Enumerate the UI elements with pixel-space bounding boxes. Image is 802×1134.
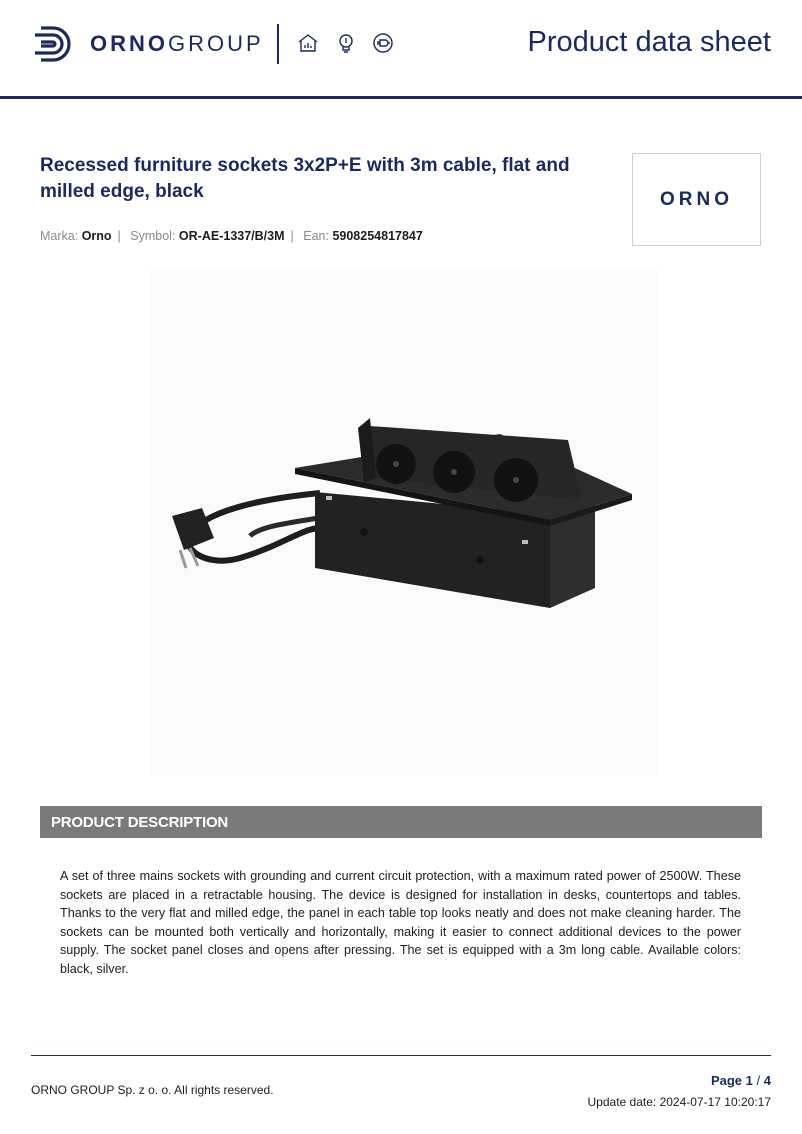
header-rule — [0, 96, 802, 99]
update-date: Update date: 2024-07-17 10:20:17 — [587, 1095, 771, 1109]
section-header-description — [40, 806, 762, 838]
product-title: Recessed furniture sockets 3x2P+E with 3m cable, flat and milled edge, black — [40, 155, 570, 202]
brand-name — [90, 31, 264, 57]
orno-logo-icon — [33, 24, 75, 64]
symbol-label: Symbol: — [130, 229, 176, 243]
product-image — [150, 268, 658, 776]
ean-value: 5908254817847 — [332, 229, 423, 243]
bulb-icon — [335, 32, 357, 54]
product-meta: Marka: Orno | Symbol: OR-AE-1337/B/3M | Ean: 5908254817847 — [40, 229, 423, 243]
doc-title: Product data sheet — [527, 26, 771, 58]
page-header — [0, 0, 802, 100]
brand-light: GROUP — [168, 31, 264, 56]
marka-label: Marka: — [40, 229, 79, 243]
brand-logo-box — [632, 153, 761, 246]
page-separator: / — [756, 1073, 761, 1088]
header-divider — [277, 24, 279, 64]
symbol-value: OR-AE-1337/B/3M — [178, 229, 285, 243]
ean-label: Ean: — [303, 229, 329, 243]
product-description: A set of three mains sockets with grounding and current circuit protection, with a maximum rated power of 2500W. These sockets are placed in a retractable housing. The device is designed for installation in desks, countertops and tables. Thanks to the very flat and milled edge, the panel in each table top looks neatly and does not make cleaning harder. The sockets can be mounted both vertically and horizontally, making it easier to connect additional devices to the power supply. The socket panel closes and opens after pressing. The set is equipped with a 3m long cable. Available colors: black, silver. — [60, 869, 741, 976]
copyright: ORNO GROUP Sp. z o. o. All rights reserved. — [31, 1083, 274, 1097]
brand-logo-text: ORNO — [660, 188, 733, 210]
brand-bold: ORNO — [90, 31, 168, 56]
footer-rule — [31, 1055, 771, 1056]
marka-value: Orno — [81, 229, 112, 243]
page-total: 4 — [763, 1073, 771, 1088]
smart-home-icon — [297, 32, 319, 54]
plug-icon — [372, 32, 394, 54]
page-label: Page 1 — [710, 1073, 753, 1088]
page-number — [711, 1073, 771, 1088]
section-heading: PRODUCT DESCRIPTION — [51, 814, 229, 831]
socket-product-illustration — [150, 268, 658, 776]
